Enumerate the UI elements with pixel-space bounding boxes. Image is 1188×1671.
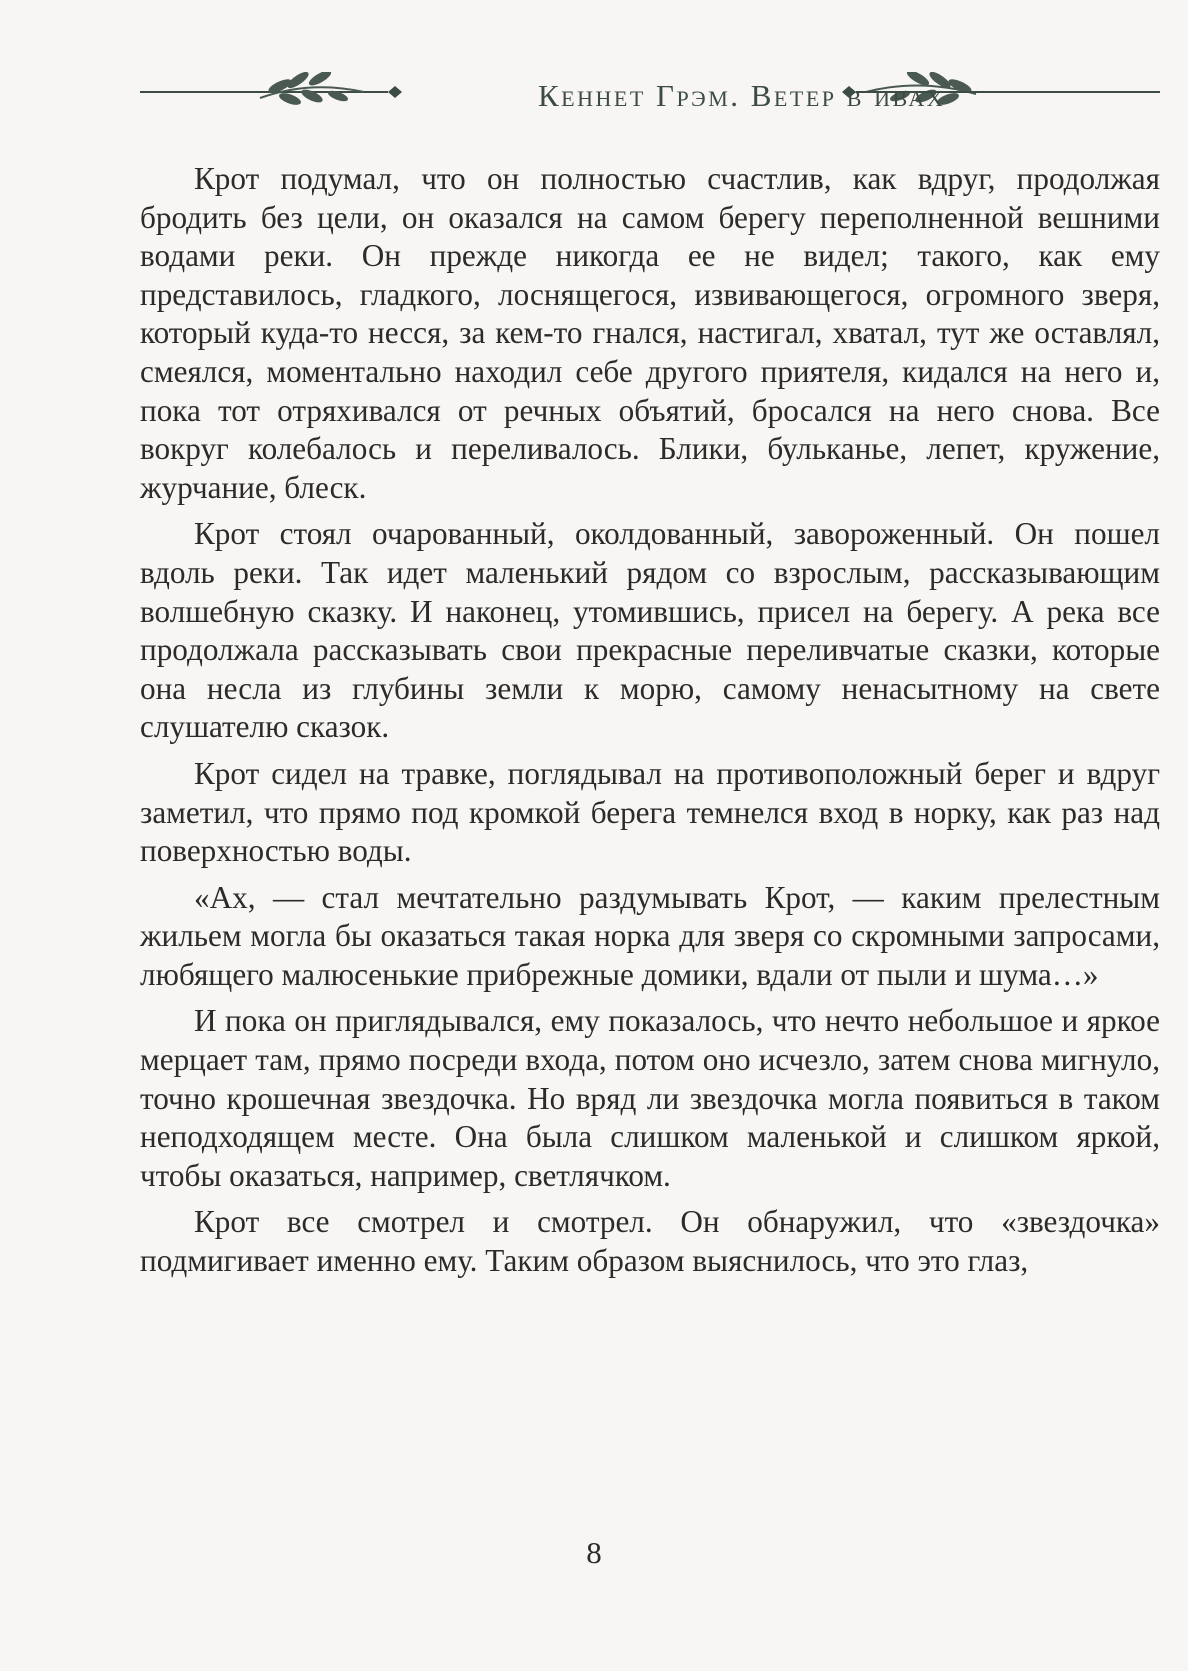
paragraph: Крот подумал, что он полностью счастлив, как вдруг, продолжая бродить без цели, он оказался на самом берегу переполненной вешними водами реки. Он прежде никогда ее не видел; такого, как ему представилось, гладкого, лоснящегося, извивающегося, огромного зверя, который куда-то несся, за кем-то гнался, настигал, хватал, тут же оставлял, смеялся, моментально находил себе другого приятеля, кидался на него и, пока тот отряхивался от речных объятий, бросался на него снова. Все вокруг колебалось и переливалось. Блики, бульканье, лепет, кружение, журчание, блеск. — [140, 161, 1160, 505]
body-text — [140, 160, 1160, 1289]
leaf-sprig-left-icon — [260, 72, 364, 107]
paragraph: «Ах, — стал мечтательно раздумывать Крот, — каким прелестным жильем могла бы оказаться такая норка для зверя со скромными запросами, любящего малюсенькие прибрежные домики, вдали от пыли и шума…» — [140, 879, 1160, 992]
book-title: Кеннет Грэм. Ветер в ивах — [538, 78, 946, 113]
running-header — [140, 72, 1160, 132]
page-number: 8 — [586, 1535, 602, 1570]
paragraph: И пока он приглядывался, ему показалось, что нечто небольшое и яркое мерцает там, прямо посреди входа, потом оно исчезло, затем снова мигнуло, точно крошечная звездочка. Но вряд ли звездочка могла появиться в таком неподходящем месте. Она была слишком маленькой и слишком яркой, чтобы оказаться, например, светлячком. — [140, 1003, 1160, 1193]
paragraph: Крот сидел на травке, поглядывал на противоположный берег и вдруг заметил, что прямо под кромкой берега темнелся вход в норку, как раз над поверхностью воды. — [140, 755, 1160, 869]
paragraph: Крот стоял очарованный, околдованный, завороженный. Он пошел вдоль реки. Так идет маленький рядом со взрослым, рассказывающим волшебную сказку. И наконец, утомившись, присел на берегу. А река все продолжала рассказывать свои прекрасные переливчатые сказки, которые она несла из глубины земли к морю, самому ненасытному на свете слушателю сказок. — [140, 516, 1160, 745]
paragraph: Крот все смотрел и смотрел. Он обнаружил, что «звездочка» подмигивает именно ему. Таким образом выяснилось, что это глаз, — [140, 1204, 1160, 1279]
diamond-left-icon — [388, 86, 402, 98]
